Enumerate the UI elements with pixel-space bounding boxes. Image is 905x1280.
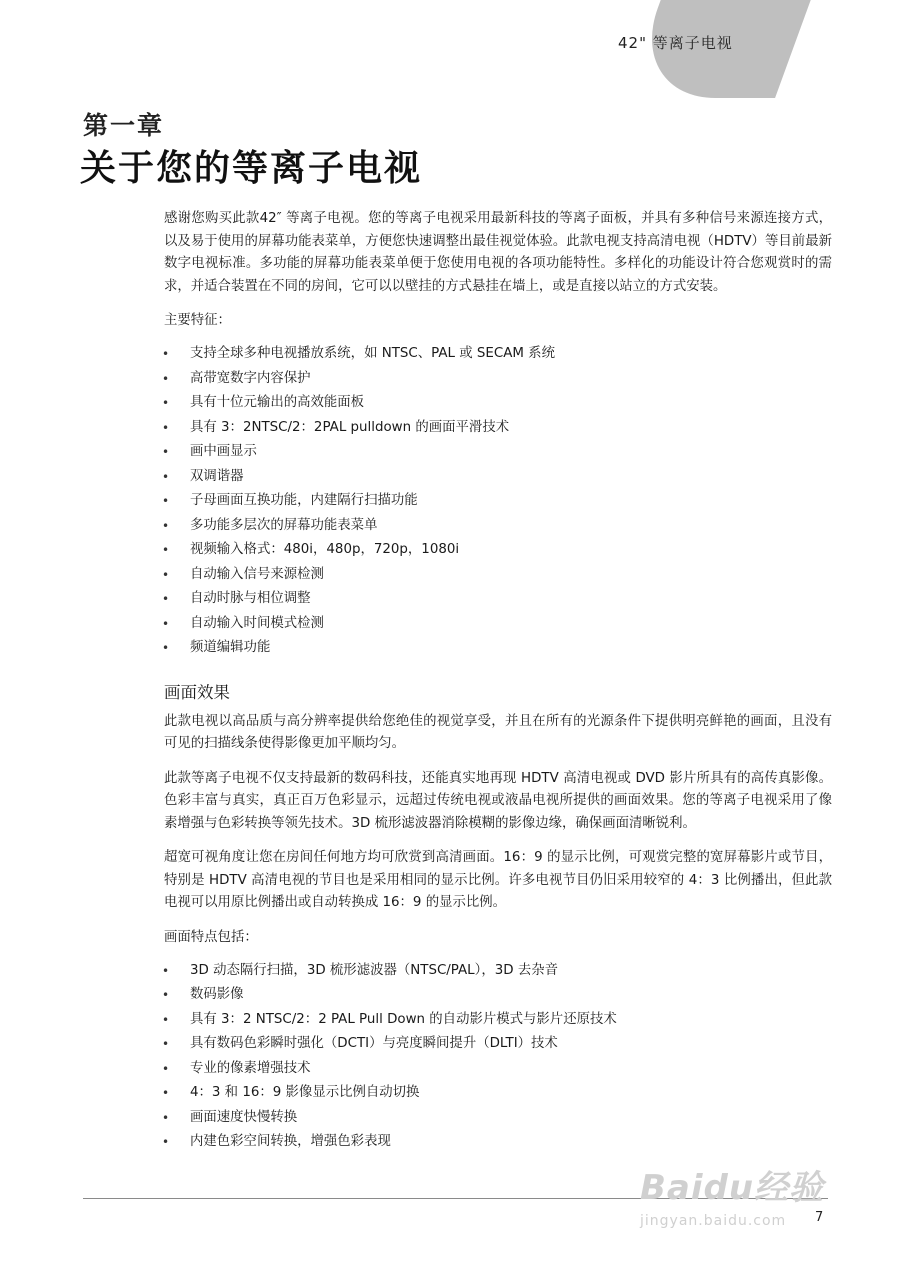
list-item: • 数码影像	[162, 983, 832, 1008]
list-item: • 画面速度快慢转换	[162, 1106, 832, 1131]
list-item: • 4：3 和 16：9 影像显示比例自动切换	[162, 1081, 832, 1106]
list-item: • 画中画显示	[162, 440, 832, 465]
list-item: • 自动输入信号来源检测	[162, 563, 832, 588]
list-item: • 具有数码色彩瞬时强化（DCTI）与亮度瞬间提升（DLTI）技术	[162, 1032, 832, 1057]
list-item: • 多功能多层次的屏幕功能表菜单	[162, 514, 832, 539]
list-item: • 具有 3：2NTSC/2：2PAL pulldown 的画面平滑技术	[162, 416, 832, 441]
main-content	[164, 208, 832, 1155]
picture-features-list	[164, 959, 832, 1155]
watermark	[640, 1160, 860, 1250]
list-item: • 专业的像素增强技术	[162, 1057, 832, 1082]
picture-paragraph: 此款电视以高品质与高分辨率提供给您绝佳的视觉享受，并且在所有的光源条件下提供明亮鲜艳的画面，且没有可见的扫描线条使得影像更加平顺均匀。	[164, 713, 832, 751]
intro-paragraph: 感谢您购买此款42″ 等离子电视。您的等离子电视采用最新科技的等离子面板，并具有多种信号来源连接方式，以及易于使用的屏幕功能表菜单，方便您快速调整出最佳视觉体验。此款电视支持高清电视（HDTV）等目前最新数字电视标准。多功能的屏幕功能表菜单便于您使用电视的各项功能特性。多样化的功能设计符合您观赏时的需求，并适合装置在不同的房间，它可以以壁挂的方式悬挂在墙上，或是直接以站立的方式安装。	[164, 211, 832, 294]
features-list	[164, 342, 832, 661]
list-item: • 自动输入时间模式检测	[162, 612, 832, 637]
list-item: • 内建色彩空间转换，增强色彩表现	[162, 1130, 832, 1155]
list-item: • 频道编辑功能	[162, 636, 832, 661]
chapter-label: 第一章	[83, 111, 165, 140]
watermark-logo: Baidu经验	[640, 1168, 825, 1208]
watermark-url: jingyan.baidu.com	[640, 1213, 787, 1229]
chapter-title: 关于您的等离子电视	[80, 147, 423, 189]
picture-paragraph: 此款等离子电视不仅支持最新的数码科技，还能真实地再现 HDTV 高清电视或 DVD 影片所具有的高传真影像。色彩丰富与真实，真正百万色彩显示，远超过传统电视或液晶电视所提供的画面效果。您的等离子电视采用了像素增强与色彩转换等领先技术。3D 梳形滤波器消除模糊的影像边缘，确保画面清晰锐利。	[164, 770, 832, 831]
list-item: • 具有十位元输出的高效能面板	[162, 391, 832, 416]
section-heading: 画面效果	[164, 682, 230, 702]
list-item: • 子母画面互换功能，内建隔行扫描功能	[162, 489, 832, 514]
list-item: • 视频输入格式：480i，480p，720p，1080i	[162, 538, 832, 563]
list-item: • 自动时脉与相位调整	[162, 587, 832, 612]
list-item: • 3D 动态隔行扫描，3D 梳形滤波器（NTSC/PAL），3D 去杂音	[162, 959, 832, 984]
picture-paragraph: 超宽可视角度让您在房间任何地方均可欣赏到高清画面。16：9 的显示比例，可观赏完整的宽屏幕影片或节目，特别是 HDTV 高清电视的节目也是采用相同的显示比例。许多电视节目仍旧采用较窄的 4：3 比例播出，但此款电视可以用原比例播出或自动转换成 16：9 的显示比例。	[164, 850, 832, 910]
picture-list-label: 画面特点包括：	[164, 929, 258, 945]
list-item: • 具有 3：2 NTSC/2：2 PAL Pull Down 的自动影片模式与影片还原技术	[162, 1008, 832, 1033]
features-label: 主要特征：	[164, 313, 231, 328]
header-title: 42" 等离子电视	[618, 34, 733, 52]
list-item: • 高带宽数字内容保护	[162, 367, 832, 392]
page-number: 7	[815, 1210, 824, 1225]
list-item: • 支持全球多种电视播放系统，如 NTSC、PAL 或 SECAM 系统	[162, 342, 832, 367]
list-item: • 双调谐器	[162, 465, 832, 490]
